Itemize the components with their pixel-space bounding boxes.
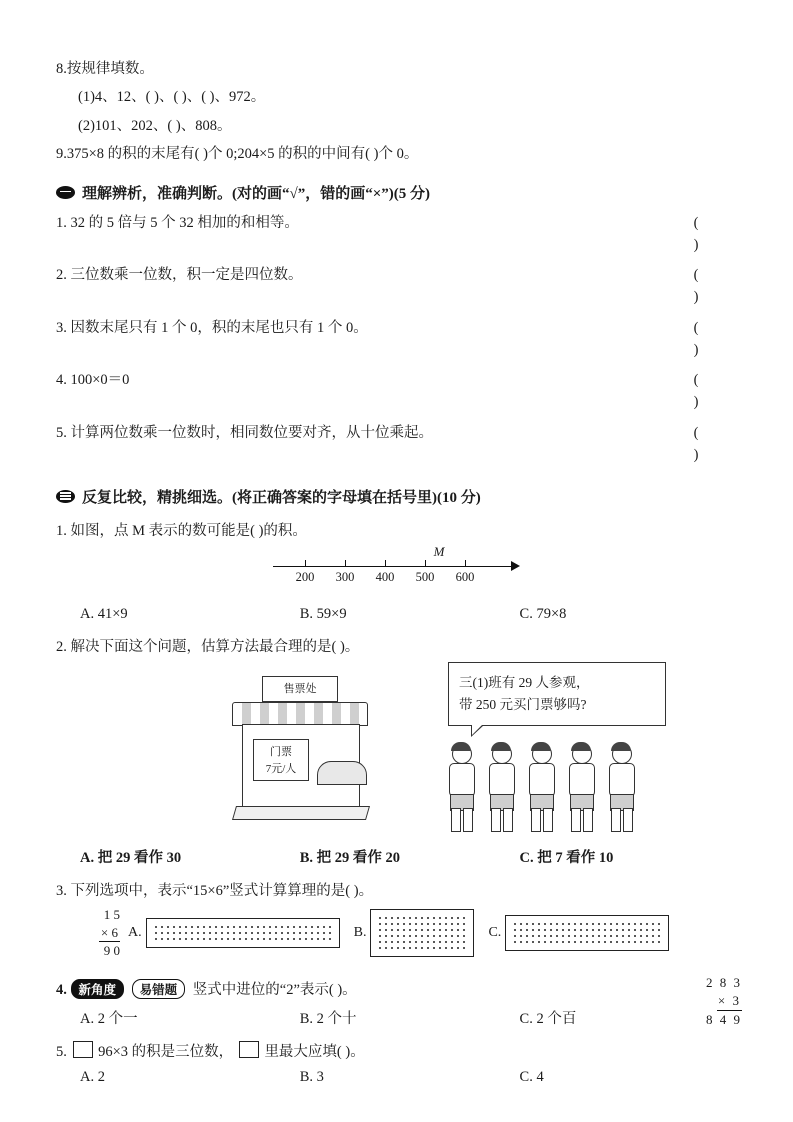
option-c[interactable]: C. 4 [519, 1069, 544, 1086]
students-queue [446, 734, 656, 830]
calc-line-3: 8 4 9 [706, 1012, 742, 1028]
number-line-label: 600 [455, 570, 475, 585]
question-8-title: 8.按规律填数。 [56, 61, 154, 77]
choice-question-3-options [56, 906, 746, 960]
number-line-tick [465, 560, 466, 567]
choice-question-5 [56, 1040, 746, 1061]
option-c[interactable]: C. 79×8 [519, 606, 567, 623]
tag-new-angle: 新角度 [71, 979, 125, 999]
choice-question-3: 3. 下列选项中，表示“15×6”竖式计算算理的是( )。 [56, 883, 374, 900]
judge-answer-paren[interactable]: ( ) [693, 267, 725, 306]
booth-roof [232, 702, 368, 726]
booth-body [242, 724, 360, 808]
dot-grid-option-a[interactable] [146, 918, 340, 948]
judge-item [56, 318, 746, 362]
option-a[interactable]: A. 把 29 看作 30 [80, 850, 182, 867]
question-8-item-1: (1)4、12、( )、( )、( )、972。 [78, 89, 266, 106]
section-3-heading [56, 486, 746, 507]
judge-answer-paren[interactable]: ( ) [693, 214, 725, 253]
judge-answer-paren[interactable]: ( ) [693, 424, 725, 463]
choice-question-5-options [56, 1069, 746, 1086]
answer-box[interactable] [239, 1041, 259, 1058]
option-c[interactable]: C. 2 个百 [519, 1011, 577, 1028]
option-a-label[interactable]: A. [128, 925, 142, 941]
section-3-title: 反复比较，精挑细选。(将正确答案的字母填在括号里)(10 分) [82, 490, 481, 507]
question-5-number: 5. [56, 1044, 67, 1061]
section-2-heading [56, 182, 746, 203]
judge-item [56, 370, 746, 414]
booth-counter [317, 761, 367, 785]
ticket-price-board [253, 739, 309, 781]
calc-line-3: 9 0 [103, 943, 120, 959]
worksheet-content [56, 58, 746, 1096]
number-line-label: 300 [335, 570, 355, 585]
student-figure [446, 744, 476, 830]
number-line-tick [345, 560, 346, 567]
choice-question-1: 1. 如图，点 M 表示的数可能是( )的积。 [56, 523, 307, 540]
question-5-text-2: 里最大应填( )。 [264, 1044, 365, 1061]
section-2-title: 理解辨析，准确判断。(对的画“√”，错的画“×”)(5 分) [82, 185, 431, 202]
choice-question-2-options [56, 846, 746, 867]
dot-row [377, 945, 467, 951]
bubble-line-2: 带 250 元买门票够吗? [459, 696, 587, 712]
choice-question-1-options [56, 606, 746, 623]
section-bullet-three-icon [56, 490, 75, 503]
option-a[interactable]: A. 2 个一 [80, 1011, 138, 1028]
number-line-point-m-label: M [433, 544, 445, 560]
calc-line-2: × 3 [717, 992, 742, 1011]
question-8-item-2: (2)101、202、( )、808。 [78, 117, 232, 134]
student-figure [486, 744, 516, 830]
choice-question-4-options [56, 1007, 746, 1028]
dot [656, 939, 662, 945]
tag-common-mistake: 易错题 [132, 979, 186, 999]
booth-base [232, 806, 370, 820]
option-b[interactable]: B. 把 29 看作 20 [299, 850, 401, 867]
section-bullet-two-icon [56, 186, 75, 199]
choice-question-2: 2. 解决下面这个问题，估算方法最合理的是( )。 [56, 639, 360, 656]
dot [327, 936, 333, 942]
ticket-price-line-2: 7元/人 [265, 762, 297, 775]
option-b[interactable]: B. 59×9 [299, 606, 347, 623]
answer-box[interactable] [73, 1041, 93, 1058]
judge-text: 3. 因数末尾只有 1 个 0，积的末尾也只有 1 个 0。 [56, 319, 368, 336]
number-line-arrow-icon [511, 561, 520, 571]
number-line-axis [273, 566, 513, 567]
judge-item [56, 423, 746, 467]
judge-text: 5. 计算两位数乘一位数时，相同数位要对齐，从十位乘起。 [56, 424, 433, 441]
booth-sign-label: 售票处 [262, 676, 338, 702]
number-line-tick [305, 560, 306, 567]
option-c[interactable]: C. 把 7 看作 10 [519, 850, 614, 867]
dot-row [512, 939, 662, 945]
question-4-text: 竖式中进位的“2”表示( )。 [192, 982, 357, 999]
ticket-price-line-1: 门票 [270, 746, 292, 759]
calc-line-1: 1 5 [103, 907, 120, 923]
judge-text: 2. 三位数乘一位数，积一定是四位数。 [56, 267, 303, 284]
vertical-calculation-283x3 [706, 974, 742, 1030]
judge-text: 4. 100×0＝0 [56, 372, 130, 389]
number-line-tick [385, 560, 386, 567]
number-line-figure [56, 546, 746, 598]
judge-text: 1. 32 的 5 倍与 5 个 32 相加的和相等。 [56, 214, 299, 231]
judge-item [56, 265, 746, 309]
bubble-line-1: 三(1)班有 29 人参观， [459, 675, 590, 691]
vertical-calculation-15x6 [62, 906, 124, 960]
option-a[interactable]: A. 41×9 [80, 606, 128, 623]
option-a[interactable]: A. 2 [80, 1069, 105, 1086]
number-line-label: 500 [415, 570, 435, 585]
ticket-booth-icon [228, 670, 376, 820]
question-9: 9.375×8 的积的末尾有( )个 0;204×5 的积的中间有( )个 0。 [56, 146, 419, 163]
option-b[interactable]: B. 2 个十 [299, 1011, 357, 1028]
judge-item [56, 213, 746, 257]
question-4-number: 4. [56, 982, 67, 999]
option-c-label[interactable]: C. [488, 925, 502, 941]
student-figure [526, 744, 556, 830]
speech-bubble [448, 662, 666, 725]
option-b-label[interactable]: B. [353, 925, 367, 941]
question-5-text: 96×3 的积是三位数， [98, 1044, 234, 1061]
judge-answer-paren[interactable]: ( ) [693, 319, 725, 358]
dot [461, 945, 467, 951]
calc-line-1: 2 8 3 [706, 975, 742, 991]
number-line-label: 200 [295, 570, 315, 585]
judge-answer-paren[interactable]: ( ) [693, 372, 725, 411]
dot-row [153, 936, 333, 942]
dot-grid-option-c[interactable] [505, 915, 669, 951]
number-line-tick [425, 560, 426, 567]
dot-grid-option-b[interactable] [370, 909, 474, 957]
student-figure [606, 744, 636, 830]
student-figure [566, 744, 596, 830]
number-line-label: 400 [375, 570, 395, 585]
option-b[interactable]: B. 3 [299, 1069, 324, 1086]
calc-line-2: × 6 [99, 924, 120, 943]
ticket-booth-scene [56, 662, 746, 838]
